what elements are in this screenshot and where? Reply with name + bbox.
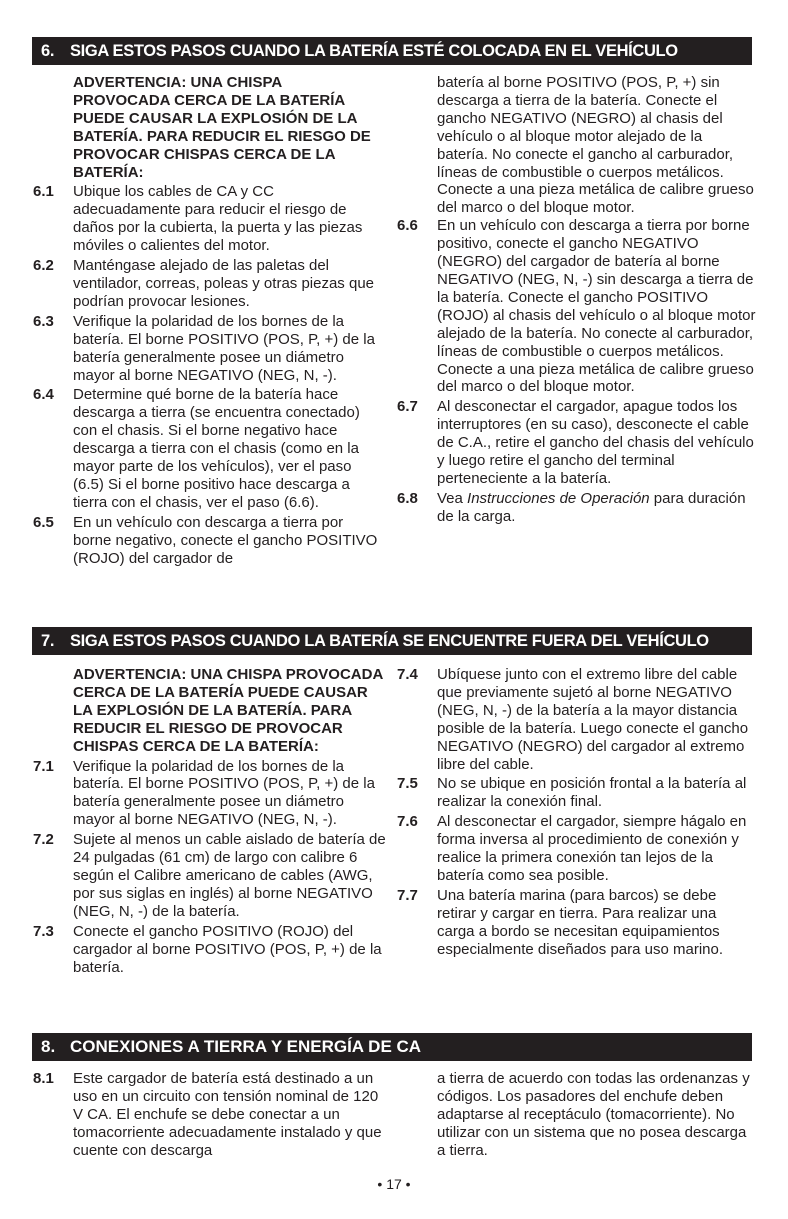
section-8-header bbox=[32, 1033, 752, 1061]
step-text: Ubique los cables de CA y CC adecuadamente para reducir el riesgo de daños por la cubierta, la puerta y las piezas móviles o calientes del motor. bbox=[73, 183, 363, 255]
step-number: 6.3 bbox=[33, 312, 54, 330]
step-text: Conecte el gancho POSITIVO (ROJO) del cargador al borne POSITIVO (POS, P, +) de la batería. bbox=[73, 922, 382, 976]
step-number: 6.8 bbox=[397, 489, 418, 507]
step-7-3 bbox=[33, 923, 389, 977]
step-7-1 bbox=[33, 758, 389, 830]
step-text: En un vehículo con descarga a tierra por borne negativo, conecte el gancho POSITIVO (ROJO) del cargador de bbox=[73, 513, 378, 567]
step-text: Ubíquese junto con el extremo libre del cable que previamente sujetó al borne NEGATIVO (NEG, N, -) de la batería a la mayor distancia posible de la batería. Luego conecte el gancho NEGATIVO (NEGRO) del cargador al extremo libre del cable. bbox=[437, 666, 749, 773]
page-number: • 17 • bbox=[377, 1176, 411, 1192]
step-number: 7.4 bbox=[397, 666, 418, 683]
section-8-right-column bbox=[397, 1070, 757, 1160]
step-text bbox=[437, 490, 757, 526]
section-6-title: SIGA ESTOS PASOS CUANDO LA BATERÍA ESTÉ COLOCADA EN EL VEHÍCULO bbox=[70, 42, 678, 60]
section-8-title: CONEXIONES A TIERRA Y ENERGÍA DE CA bbox=[70, 1037, 422, 1056]
step-6-3 bbox=[33, 313, 382, 385]
step-text-pre: Vea bbox=[437, 489, 468, 507]
step-text: Determine qué borne de la batería hace descarga a tierra (se encuentra conectado) con el chasis. Si el borne negativo hace descarga a tierra con el chasis (como en la mayor parte de los vehículos), ver el paso (6.5) Si el borne positivo hace descarga a tierra con el chasis, ver el paso (6.6). bbox=[73, 386, 360, 511]
step-number: 7.7 bbox=[397, 886, 418, 904]
step-text: Al desconectar el cargador, siempre hágalo en forma inversa al procedimiento de conexión y realice la primera conexión tan lejos de la batería como sea posible. bbox=[437, 813, 747, 884]
step-text: En un vehículo con descarga a tierra por borne positivo, conecte el gancho NEGATIVO (NEGRO) del cargador de batería al borne NEGATIVO (NEG, N, -) sin descarga a tierra de la batería. Conecte el gancho POSITIVO (ROJO) al chasis del vehículo o al bloque motor alejado de la batería. No conecte al carburador, líneas de combustible o cuerpos metálicos. Conecte a una pieza metálica de calibre grueso del marco o del bloque motor. bbox=[437, 217, 756, 396]
section-7-warning: ADVERTENCIA: UNA CHISPA PROVOCADA CERCA DE LA BATERÍA PUEDE CAUSAR LA EXPLOSIÓN DE LA BATERÍA. PARA REDUCIR EL RIESGO DE PROVOCAR CHISPAS CERCA DE LA BATERÍA: bbox=[73, 666, 383, 755]
section-6-right-column bbox=[397, 74, 757, 528]
step-number: 7.2 bbox=[33, 831, 54, 849]
step-6-1 bbox=[33, 183, 382, 255]
section-7-left-column bbox=[33, 666, 389, 978]
step-text: Manténgase alejado de las paletas del ventilador, correas, poleas y otras piezas que podrían provocar lesiones. bbox=[73, 257, 375, 310]
section-8-left-column bbox=[33, 1070, 389, 1162]
step-text: Verifique la polaridad de los bornes de la batería. El borne POSITIVO (POS, P, +) de la batería generalmente posee un diámetro mayor al borne NEGATIVO (NEG, N, -). bbox=[73, 757, 375, 829]
section-7-number: 7. bbox=[41, 632, 55, 650]
step-7-5 bbox=[397, 775, 757, 811]
step-number: 7.5 bbox=[397, 775, 418, 793]
step-6-8 bbox=[397, 490, 757, 526]
step-text: Este cargador de batería está destinado a un uso en un circuito con tensión nominal de 120 V CA. El enchufe se debe conectar a un tomacorriente adecuadamente instalado y que cuente con descarga bbox=[73, 1070, 382, 1159]
step-8-1 bbox=[33, 1070, 389, 1160]
step-text: Verifique la polaridad de los bornes de la batería. El borne POSITIVO (POS, P, +) de la batería generalmente posee un diámetro mayor al borne NEGATIVO (NEG, N, -). bbox=[73, 312, 375, 384]
step-text: Sujete al menos un cable aislado de batería de 24 pulgadas (61 cm) de largo con calibre 6 según el Calibre americano de cables (AWG, por sus siglas en inglés) al borne NEGATIVO (NEG, N, -) de la batería. bbox=[73, 831, 386, 920]
section-8-number: 8. bbox=[41, 1037, 56, 1056]
step-8-1-continued: a tierra de acuerdo con todas las ordenanzas y códigos. Los pasadores del enchufe deben adaptarse al receptáculo (tomacorriente). No utilizar con un sistema que no posea descarga a tierra. bbox=[437, 1070, 750, 1159]
section-7-header bbox=[32, 627, 752, 655]
step-number: 6.6 bbox=[397, 217, 418, 235]
step-6-5-continued: batería al borne POSITIVO (POS, P, +) sin descarga a tierra de la batería. Conecte el gancho NEGATIVO (NEGRO) al chasis del vehículo o al bloque motor alejado de la batería. No conecte el gancho al carburador, líneas de combustible o cuerpos metálicos. Conecte a una pieza metálica de calibre grueso del marco o del bloque motor. bbox=[437, 74, 754, 217]
section-7-title: SIGA ESTOS PASOS CUANDO LA BATERÍA SE ENCUENTRE FUERA DEL VEHÍCULO bbox=[70, 632, 709, 650]
step-number: 6.1 bbox=[33, 183, 54, 201]
step-number: 6.7 bbox=[397, 398, 418, 416]
section-7-right-column bbox=[397, 666, 757, 961]
step-text: Una batería marina (para barcos) se debe retirar y cargar en tierra. Para realizar una carga a bordo se necesitan equipamientos especialmente diseñados para uso marino. bbox=[437, 886, 724, 958]
step-6-7 bbox=[397, 398, 757, 488]
step-7-6 bbox=[397, 813, 757, 885]
step-6-2 bbox=[33, 257, 382, 311]
step-7-4 bbox=[397, 666, 757, 773]
step-number: 7.6 bbox=[397, 813, 418, 831]
step-number: 7.1 bbox=[33, 757, 54, 775]
step-number: 6.5 bbox=[33, 513, 54, 531]
section-6-left-column bbox=[33, 74, 382, 569]
step-text: No se ubique en posición frontal a la batería al realizar la conexión final. bbox=[437, 775, 747, 811]
step-6-4 bbox=[33, 386, 382, 511]
step-number: 8.1 bbox=[33, 1070, 54, 1087]
step-6-6 bbox=[397, 217, 757, 396]
step-7-2 bbox=[33, 831, 389, 921]
operation-instructions-reference: Instrucciones de Operación bbox=[467, 489, 650, 507]
section-6-number: 6. bbox=[41, 42, 55, 60]
step-6-5 bbox=[33, 514, 382, 568]
step-number: 6.4 bbox=[33, 386, 54, 404]
section-6-warning: ADVERTENCIA: UNA CHISPA PROVOCADA CERCA DE LA BATERÍA PUEDE CAUSAR LA EXPLOSIÓN DE LA BATERÍA. PARA REDUCIR EL RIESGO DE PROVOCAR CHISPAS CERCA DE LA BATERÍA: bbox=[73, 74, 371, 181]
step-text-post: para duración de la carga. bbox=[437, 489, 746, 525]
step-number: 6.2 bbox=[33, 257, 54, 275]
step-text: Al desconectar el cargador, apague todos los interruptores (en su caso), desconecte el cable de C.A., retire el gancho del chasis del vehículo y luego retire el gancho del terminal perteneciente a la batería. bbox=[437, 398, 754, 487]
section-6-header bbox=[32, 37, 752, 65]
step-number: 7.3 bbox=[33, 922, 54, 940]
step-7-7 bbox=[397, 887, 757, 959]
